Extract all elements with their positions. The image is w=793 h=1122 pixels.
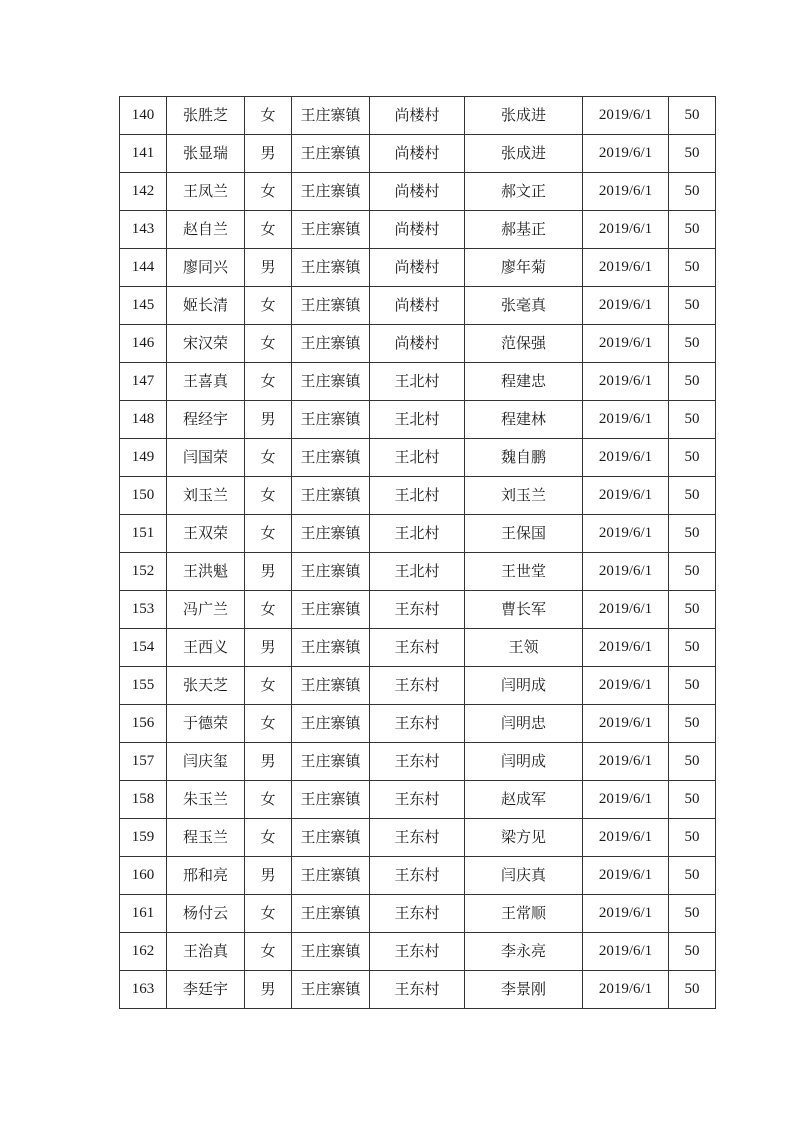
cell-gender: 女 bbox=[245, 211, 292, 249]
cell-gender: 女 bbox=[245, 363, 292, 401]
cell-date: 2019/6/1 bbox=[583, 895, 669, 933]
cell-village: 尚楼村 bbox=[370, 249, 465, 287]
cell-town: 王庄寨镇 bbox=[292, 211, 370, 249]
table-row bbox=[120, 553, 716, 591]
cell-contact: 李永亮 bbox=[465, 933, 583, 971]
cell-date: 2019/6/1 bbox=[583, 515, 669, 553]
cell-gender: 女 bbox=[245, 819, 292, 857]
cell-amount: 50 bbox=[669, 249, 716, 287]
cell-name: 朱玉兰 bbox=[167, 781, 245, 819]
cell-amount: 50 bbox=[669, 857, 716, 895]
cell-contact: 李景刚 bbox=[465, 971, 583, 1009]
cell-number: 148 bbox=[120, 401, 167, 439]
cell-gender: 男 bbox=[245, 401, 292, 439]
cell-amount: 50 bbox=[669, 781, 716, 819]
cell-date: 2019/6/1 bbox=[583, 629, 669, 667]
cell-date: 2019/6/1 bbox=[583, 971, 669, 1009]
cell-date: 2019/6/1 bbox=[583, 325, 669, 363]
cell-contact: 闫明忠 bbox=[465, 705, 583, 743]
cell-name: 于德荣 bbox=[167, 705, 245, 743]
table-row bbox=[120, 667, 716, 705]
cell-date: 2019/6/1 bbox=[583, 401, 669, 439]
table-row bbox=[120, 363, 716, 401]
cell-name: 邢和亮 bbox=[167, 857, 245, 895]
cell-name: 程经宇 bbox=[167, 401, 245, 439]
cell-date: 2019/6/1 bbox=[583, 97, 669, 135]
cell-village: 尚楼村 bbox=[370, 173, 465, 211]
table-row bbox=[120, 173, 716, 211]
cell-town: 王庄寨镇 bbox=[292, 819, 370, 857]
cell-village: 王东村 bbox=[370, 857, 465, 895]
cell-name: 杨付云 bbox=[167, 895, 245, 933]
cell-number: 158 bbox=[120, 781, 167, 819]
table-row bbox=[120, 629, 716, 667]
cell-amount: 50 bbox=[669, 705, 716, 743]
cell-town: 王庄寨镇 bbox=[292, 553, 370, 591]
cell-name: 张胜芝 bbox=[167, 97, 245, 135]
cell-village: 王东村 bbox=[370, 667, 465, 705]
cell-amount: 50 bbox=[669, 477, 716, 515]
cell-name: 姬长清 bbox=[167, 287, 245, 325]
cell-number: 153 bbox=[120, 591, 167, 629]
cell-gender: 女 bbox=[245, 667, 292, 705]
cell-gender: 男 bbox=[245, 135, 292, 173]
cell-gender: 男 bbox=[245, 857, 292, 895]
cell-number: 163 bbox=[120, 971, 167, 1009]
cell-name: 闫国荣 bbox=[167, 439, 245, 477]
cell-number: 152 bbox=[120, 553, 167, 591]
cell-name: 刘玉兰 bbox=[167, 477, 245, 515]
cell-contact: 赵成军 bbox=[465, 781, 583, 819]
cell-town: 王庄寨镇 bbox=[292, 895, 370, 933]
cell-number: 141 bbox=[120, 135, 167, 173]
table-row bbox=[120, 477, 716, 515]
cell-date: 2019/6/1 bbox=[583, 933, 669, 971]
cell-number: 161 bbox=[120, 895, 167, 933]
cell-name: 张显瑞 bbox=[167, 135, 245, 173]
cell-amount: 50 bbox=[669, 591, 716, 629]
cell-village: 王北村 bbox=[370, 553, 465, 591]
cell-contact: 张成进 bbox=[465, 97, 583, 135]
cell-town: 王庄寨镇 bbox=[292, 97, 370, 135]
table-row bbox=[120, 895, 716, 933]
cell-name: 王西义 bbox=[167, 629, 245, 667]
cell-village: 尚楼村 bbox=[370, 325, 465, 363]
cell-village: 尚楼村 bbox=[370, 135, 465, 173]
cell-amount: 50 bbox=[669, 173, 716, 211]
cell-contact: 闫庆真 bbox=[465, 857, 583, 895]
cell-contact: 闫明成 bbox=[465, 667, 583, 705]
cell-contact: 魏自鹏 bbox=[465, 439, 583, 477]
cell-town: 王庄寨镇 bbox=[292, 971, 370, 1009]
cell-gender: 女 bbox=[245, 933, 292, 971]
table-row bbox=[120, 249, 716, 287]
cell-town: 王庄寨镇 bbox=[292, 173, 370, 211]
cell-contact: 王保国 bbox=[465, 515, 583, 553]
cell-village: 王北村 bbox=[370, 439, 465, 477]
cell-amount: 50 bbox=[669, 287, 716, 325]
cell-number: 147 bbox=[120, 363, 167, 401]
table-row bbox=[120, 211, 716, 249]
cell-gender: 女 bbox=[245, 477, 292, 515]
cell-contact: 曹长军 bbox=[465, 591, 583, 629]
cell-number: 143 bbox=[120, 211, 167, 249]
cell-contact: 张成进 bbox=[465, 135, 583, 173]
cell-amount: 50 bbox=[669, 439, 716, 477]
cell-town: 王庄寨镇 bbox=[292, 629, 370, 667]
table-row bbox=[120, 743, 716, 781]
cell-date: 2019/6/1 bbox=[583, 705, 669, 743]
cell-village: 王东村 bbox=[370, 705, 465, 743]
table-row bbox=[120, 781, 716, 819]
cell-date: 2019/6/1 bbox=[583, 477, 669, 515]
cell-name: 赵自兰 bbox=[167, 211, 245, 249]
cell-date: 2019/6/1 bbox=[583, 363, 669, 401]
cell-town: 王庄寨镇 bbox=[292, 477, 370, 515]
cell-contact: 王世堂 bbox=[465, 553, 583, 591]
cell-contact: 程建忠 bbox=[465, 363, 583, 401]
cell-date: 2019/6/1 bbox=[583, 211, 669, 249]
table-row bbox=[120, 325, 716, 363]
cell-name: 冯广兰 bbox=[167, 591, 245, 629]
cell-name: 王凤兰 bbox=[167, 173, 245, 211]
cell-number: 142 bbox=[120, 173, 167, 211]
cell-town: 王庄寨镇 bbox=[292, 933, 370, 971]
cell-name: 王治真 bbox=[167, 933, 245, 971]
table-row bbox=[120, 819, 716, 857]
cell-name: 王喜真 bbox=[167, 363, 245, 401]
table-row bbox=[120, 439, 716, 477]
cell-village: 王北村 bbox=[370, 477, 465, 515]
cell-date: 2019/6/1 bbox=[583, 819, 669, 857]
cell-amount: 50 bbox=[669, 515, 716, 553]
table-row bbox=[120, 933, 716, 971]
cell-contact: 范保强 bbox=[465, 325, 583, 363]
cell-village: 王东村 bbox=[370, 895, 465, 933]
cell-village: 王东村 bbox=[370, 743, 465, 781]
cell-number: 151 bbox=[120, 515, 167, 553]
cell-gender: 女 bbox=[245, 781, 292, 819]
cell-name: 程玉兰 bbox=[167, 819, 245, 857]
cell-date: 2019/6/1 bbox=[583, 591, 669, 629]
table-row bbox=[120, 591, 716, 629]
cell-contact: 梁方见 bbox=[465, 819, 583, 857]
cell-gender: 女 bbox=[245, 515, 292, 553]
cell-number: 140 bbox=[120, 97, 167, 135]
cell-amount: 50 bbox=[669, 819, 716, 857]
cell-amount: 50 bbox=[669, 743, 716, 781]
cell-town: 王庄寨镇 bbox=[292, 515, 370, 553]
cell-number: 162 bbox=[120, 933, 167, 971]
cell-village: 王北村 bbox=[370, 363, 465, 401]
cell-town: 王庄寨镇 bbox=[292, 249, 370, 287]
cell-contact: 程建林 bbox=[465, 401, 583, 439]
cell-village: 王东村 bbox=[370, 781, 465, 819]
cell-number: 149 bbox=[120, 439, 167, 477]
cell-village: 尚楼村 bbox=[370, 97, 465, 135]
table-row bbox=[120, 287, 716, 325]
cell-number: 156 bbox=[120, 705, 167, 743]
cell-number: 157 bbox=[120, 743, 167, 781]
cell-name: 王洪魁 bbox=[167, 553, 245, 591]
cell-amount: 50 bbox=[669, 629, 716, 667]
cell-gender: 男 bbox=[245, 553, 292, 591]
cell-town: 王庄寨镇 bbox=[292, 325, 370, 363]
cell-amount: 50 bbox=[669, 933, 716, 971]
cell-amount: 50 bbox=[669, 97, 716, 135]
cell-village: 王东村 bbox=[370, 933, 465, 971]
cell-date: 2019/6/1 bbox=[583, 249, 669, 287]
cell-gender: 女 bbox=[245, 895, 292, 933]
cell-town: 王庄寨镇 bbox=[292, 781, 370, 819]
table-row bbox=[120, 705, 716, 743]
roster-table-body bbox=[120, 97, 716, 1009]
cell-contact: 王领 bbox=[465, 629, 583, 667]
cell-number: 155 bbox=[120, 667, 167, 705]
cell-date: 2019/6/1 bbox=[583, 667, 669, 705]
table-row bbox=[120, 971, 716, 1009]
cell-gender: 女 bbox=[245, 173, 292, 211]
cell-gender: 女 bbox=[245, 591, 292, 629]
table-row bbox=[120, 515, 716, 553]
cell-contact: 郝基正 bbox=[465, 211, 583, 249]
cell-village: 王东村 bbox=[370, 591, 465, 629]
cell-date: 2019/6/1 bbox=[583, 439, 669, 477]
cell-town: 王庄寨镇 bbox=[292, 401, 370, 439]
cell-number: 154 bbox=[120, 629, 167, 667]
cell-name: 王双荣 bbox=[167, 515, 245, 553]
cell-village: 王东村 bbox=[370, 971, 465, 1009]
cell-date: 2019/6/1 bbox=[583, 553, 669, 591]
cell-number: 145 bbox=[120, 287, 167, 325]
cell-village: 王北村 bbox=[370, 515, 465, 553]
cell-amount: 50 bbox=[669, 135, 716, 173]
cell-village: 尚楼村 bbox=[370, 287, 465, 325]
cell-gender: 男 bbox=[245, 629, 292, 667]
cell-name: 廖同兴 bbox=[167, 249, 245, 287]
cell-amount: 50 bbox=[669, 363, 716, 401]
table-row bbox=[120, 135, 716, 173]
cell-number: 150 bbox=[120, 477, 167, 515]
cell-town: 王庄寨镇 bbox=[292, 135, 370, 173]
cell-name: 宋汉荣 bbox=[167, 325, 245, 363]
cell-town: 王庄寨镇 bbox=[292, 287, 370, 325]
cell-gender: 女 bbox=[245, 97, 292, 135]
cell-contact: 郝文正 bbox=[465, 173, 583, 211]
table-row bbox=[120, 857, 716, 895]
roster-table bbox=[119, 96, 716, 1009]
cell-town: 王庄寨镇 bbox=[292, 667, 370, 705]
cell-date: 2019/6/1 bbox=[583, 173, 669, 211]
cell-amount: 50 bbox=[669, 211, 716, 249]
cell-number: 159 bbox=[120, 819, 167, 857]
cell-date: 2019/6/1 bbox=[583, 135, 669, 173]
cell-town: 王庄寨镇 bbox=[292, 591, 370, 629]
cell-village: 尚楼村 bbox=[370, 211, 465, 249]
cell-amount: 50 bbox=[669, 895, 716, 933]
cell-number: 144 bbox=[120, 249, 167, 287]
cell-amount: 50 bbox=[669, 971, 716, 1009]
table-row bbox=[120, 97, 716, 135]
cell-amount: 50 bbox=[669, 553, 716, 591]
cell-village: 王东村 bbox=[370, 629, 465, 667]
cell-date: 2019/6/1 bbox=[583, 857, 669, 895]
cell-contact: 张毫真 bbox=[465, 287, 583, 325]
cell-contact: 廖年菊 bbox=[465, 249, 583, 287]
cell-town: 王庄寨镇 bbox=[292, 705, 370, 743]
table-row bbox=[120, 401, 716, 439]
cell-name: 李廷宇 bbox=[167, 971, 245, 1009]
cell-amount: 50 bbox=[669, 401, 716, 439]
cell-gender: 女 bbox=[245, 705, 292, 743]
cell-name: 张天芝 bbox=[167, 667, 245, 705]
cell-date: 2019/6/1 bbox=[583, 743, 669, 781]
cell-number: 160 bbox=[120, 857, 167, 895]
cell-gender: 女 bbox=[245, 325, 292, 363]
cell-village: 王东村 bbox=[370, 819, 465, 857]
cell-contact: 闫明成 bbox=[465, 743, 583, 781]
cell-date: 2019/6/1 bbox=[583, 287, 669, 325]
cell-town: 王庄寨镇 bbox=[292, 743, 370, 781]
cell-date: 2019/6/1 bbox=[583, 781, 669, 819]
cell-name: 闫庆玺 bbox=[167, 743, 245, 781]
cell-village: 王北村 bbox=[370, 401, 465, 439]
cell-gender: 男 bbox=[245, 249, 292, 287]
cell-contact: 刘玉兰 bbox=[465, 477, 583, 515]
cell-number: 146 bbox=[120, 325, 167, 363]
cell-town: 王庄寨镇 bbox=[292, 363, 370, 401]
cell-amount: 50 bbox=[669, 667, 716, 705]
cell-gender: 男 bbox=[245, 743, 292, 781]
cell-gender: 女 bbox=[245, 439, 292, 477]
cell-town: 王庄寨镇 bbox=[292, 857, 370, 895]
cell-contact: 王常顺 bbox=[465, 895, 583, 933]
cell-town: 王庄寨镇 bbox=[292, 439, 370, 477]
cell-amount: 50 bbox=[669, 325, 716, 363]
cell-gender: 男 bbox=[245, 971, 292, 1009]
cell-gender: 女 bbox=[245, 287, 292, 325]
